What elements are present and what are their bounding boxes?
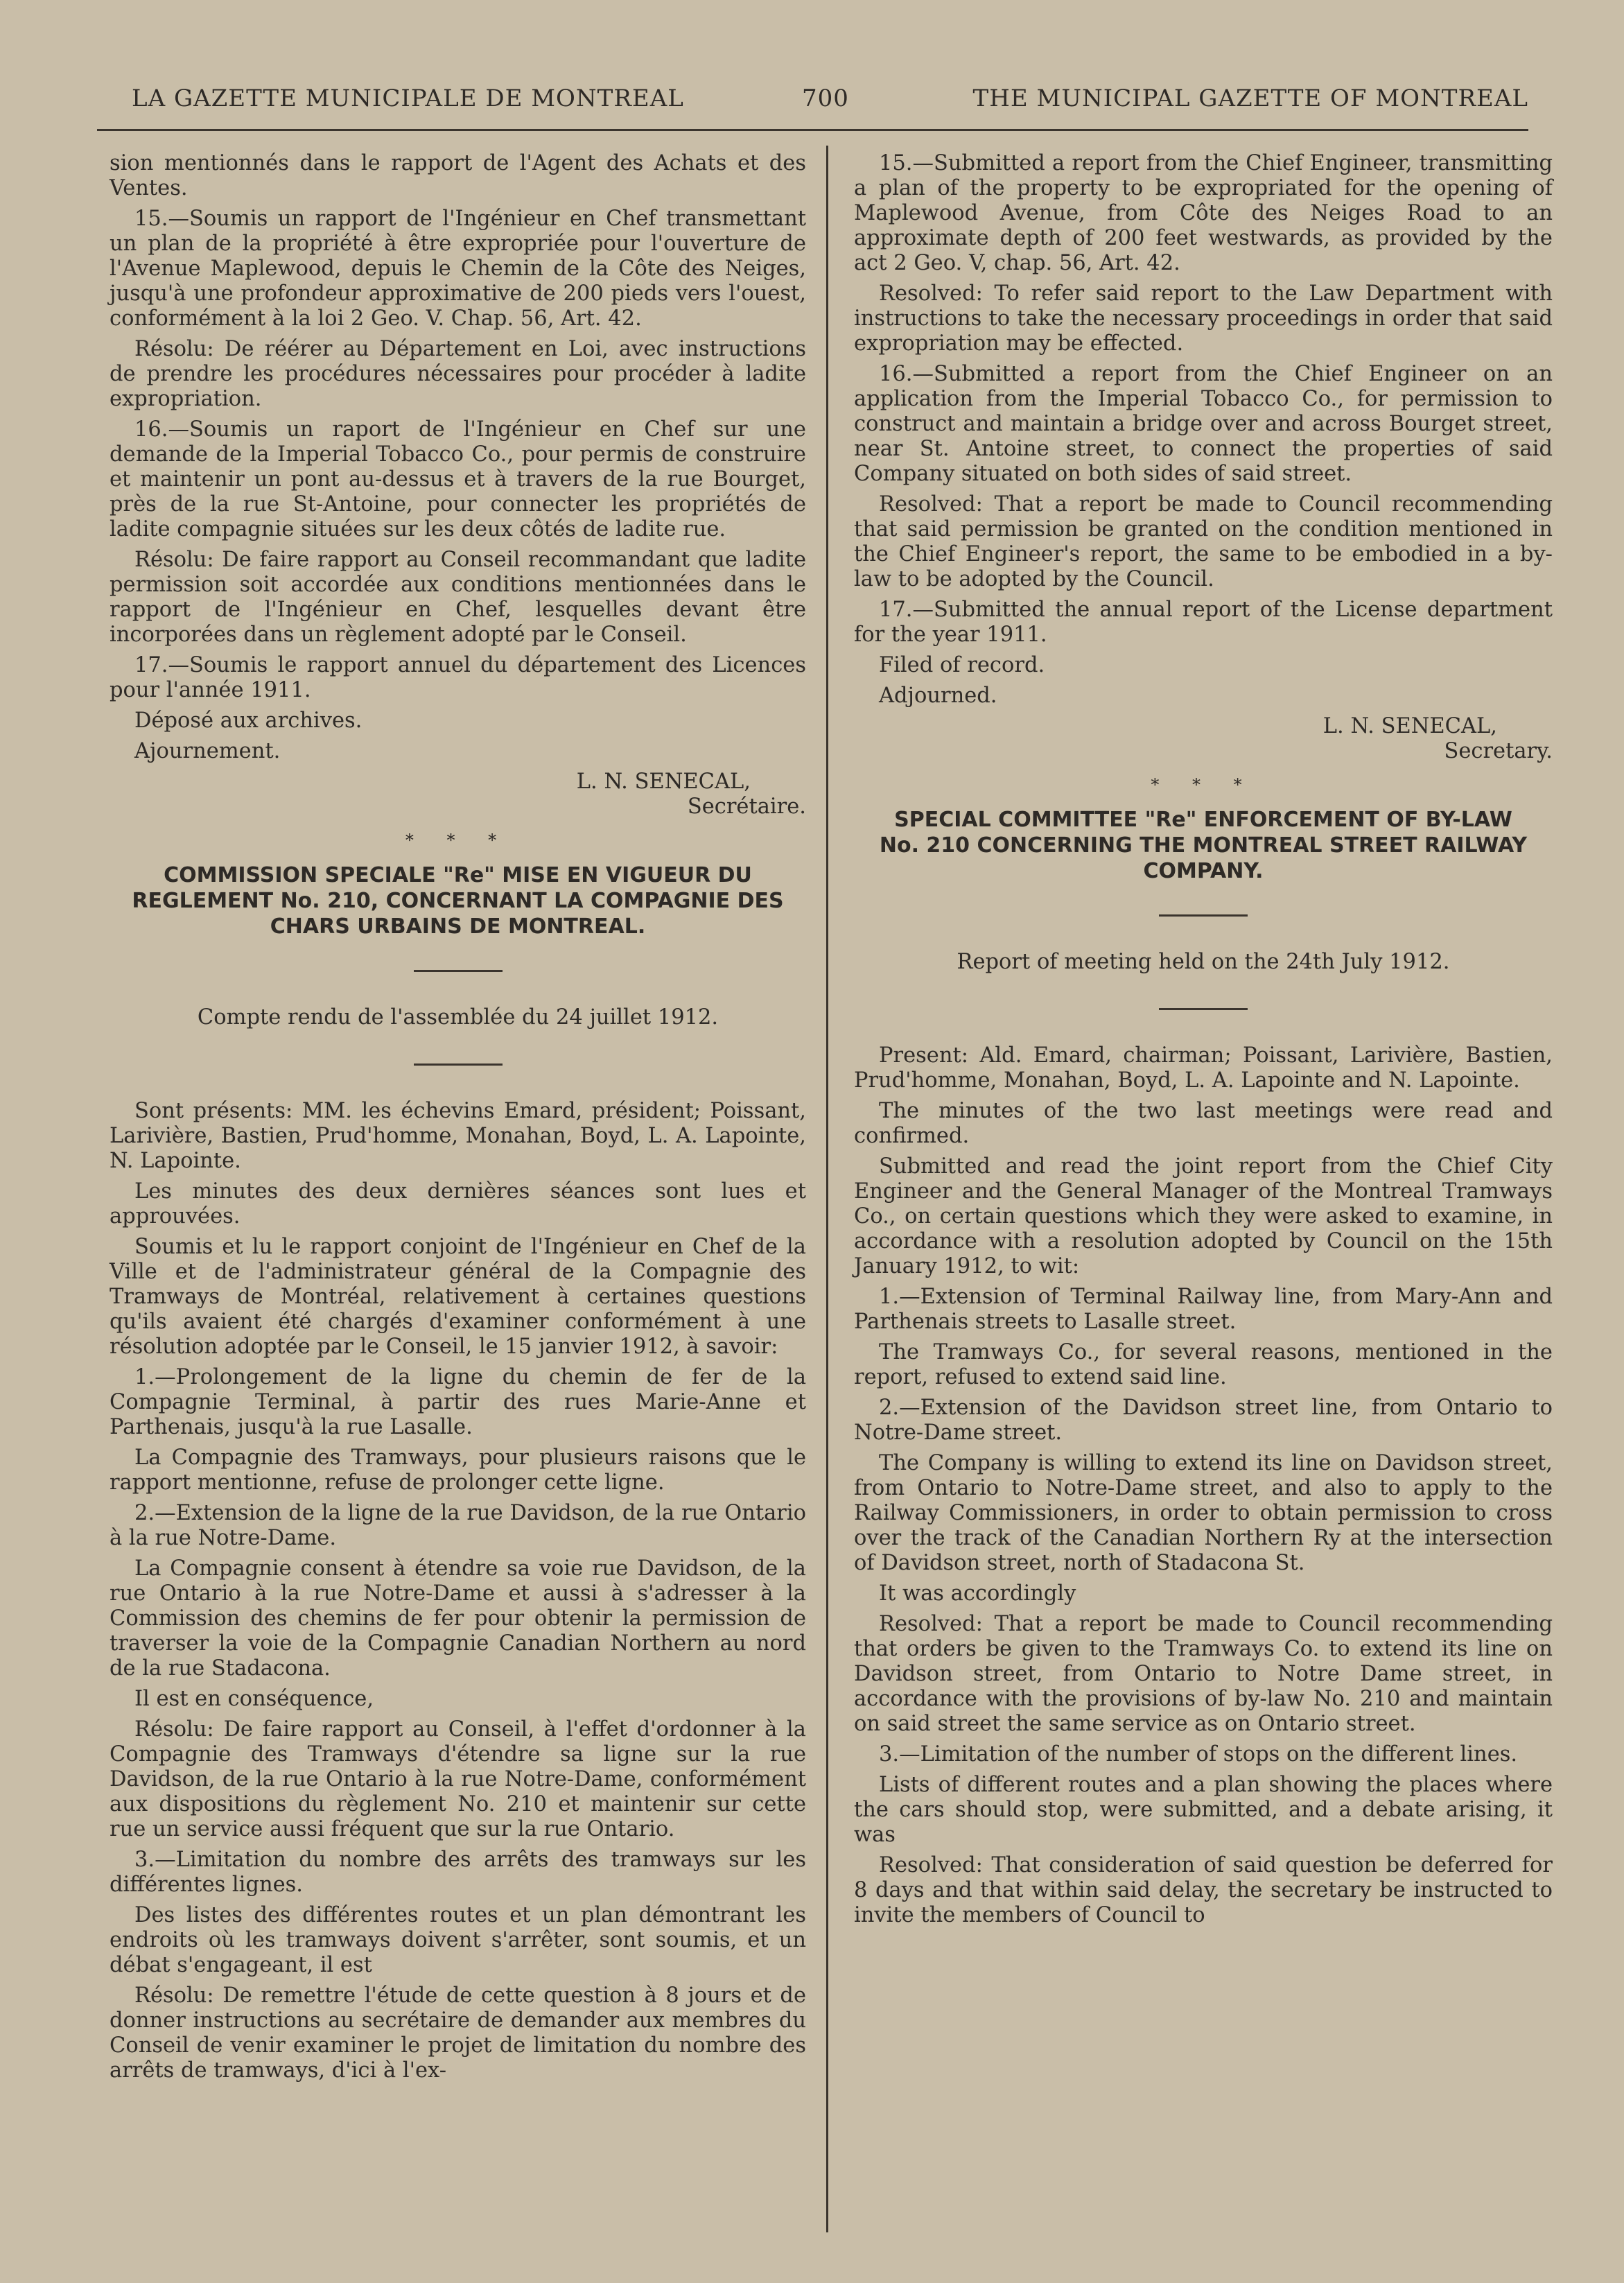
paragraph: 1.—Extension of Terminal Railway line, from Mary-Ann and Parthenais streets to Lasalle street. xyxy=(854,1285,1553,1334)
paragraph: 16.—Soumis un raport de l'Ingénieur en Chef sur une demande de la Imperial Tobacco Co., pour permis de construire et maintenir un pont au-dessus et à travers de la rue Bourget, près de la rue St-Antoine, pour connecter les propriétés de ladite compagnie situées sur les deux côtés de ladite rue. xyxy=(110,417,806,541)
report-date: Report of meeting held on the 24th July 1912. xyxy=(957,950,1450,974)
paragraph: 3.—Limitation du nombre des arrêts des tramways sur les différentes lignes. xyxy=(110,1848,806,1897)
paragraph: Ajournement. xyxy=(134,739,281,763)
paragraph: 15.—Submitted a report from the Chief Engineer, transmitting a plan of the property to be expropriated for the opening of Maplewood Avenue, from Côte des Neiges Road to an approximate depth of 200 feet westwards, as provided by the act 2 Geo. V, chap. 56, Art. 42. xyxy=(854,151,1553,275)
signature-block xyxy=(854,714,1553,764)
paragraph: 15.—Soumis un rapport de l'Ingénieur en Chef transmettant un plan de la propriété à être expropriée pour l'ouverture de l'Avenue Maplewood, depuis le Chemin de la Côte des Neiges, jusqu'à une profondeur approximative de 200 pieds vers l'ouest, conformément à la loi 2 Geo. V. Chap. 56, Art. 42. xyxy=(110,207,806,331)
paragraph: Résolu: De faire rapport au Conseil, à l'effet d'ordonner à la Compagnie des Tramways d'étendre sa ligne sur la rue Davidson, de la rue Ontario à la rue Notre-Dame, conformément aux dispositions du règlement No. 210 et maintenir sur cette rue un service aussi fréquent que sur la rue Ontario. xyxy=(110,1717,806,1841)
paragraph: 2.—Extension de la ligne de la rue Davidson, de la rue Ontario à la rue Notre-Dame. xyxy=(110,1501,806,1550)
section-heading: SPECIAL COMMITTEE "Re" ENFORCEMENT OF BY-LAW No. 210 CONCERNING THE MONTREAL STREET RAILWAY COMPANY. xyxy=(879,808,1528,883)
paragraph: Resolved: That consideration of said question be deferred for 8 days and that within said delay, the secretary be instructed to invite the members of Council to xyxy=(854,1853,1553,1927)
paragraph: Sont présents: MM. les échevins Emard, président; Poissant, Larivière, Bastien, Prud'homme, Monahan, Boyd, L. A. Lapointe, N. Lapointe. xyxy=(110,1099,806,1173)
short-rule xyxy=(414,970,503,972)
header-title-english: THE MUNICIPAL GAZETTE OF MONTREAL xyxy=(972,85,1528,112)
paragraph: Résolu: De réérer au Département en Loi, avec instructions de prendre les procédures nécessaires pour procéder à ladite expropriation. xyxy=(110,337,806,411)
paragraph: Present: Ald. Emard, chairman; Poissant, Larivière, Bastien, Prud'homme, Monahan, Boyd, L. A. Lapointe and N. Lapointe. xyxy=(854,1043,1553,1093)
header-rule xyxy=(97,129,1528,131)
short-rule xyxy=(1159,1008,1248,1010)
paragraph: Submitted and read the joint report from the Chief City Engineer and the General Manager of the Montreal Tramways Co., on certain questions which they were asked to examine, in accordance with a resolution adopted by Council on the 15th January 1912, to wit: xyxy=(854,1154,1553,1278)
signature-block xyxy=(110,770,806,819)
section-separator: * * * xyxy=(405,831,511,850)
paragraph: 1.—Prolongement de la ligne du chemin de fer de la Compagnie Terminal, à partir des rues Marie-Anne et Parthenais, jusqu'à la rue Lasalle. xyxy=(110,1365,806,1439)
paragraph: La Compagnie des Tramways, pour plusieurs raisons que le rapport mentionne, refuse de prolonger cette ligne. xyxy=(110,1446,806,1495)
paragraph: La Compagnie consent à étendre sa voie rue Davidson, de la rue Ontario à la rue Notre-Dame et aussi à s'adresser à la Commission des chemins de fer pour obtenir la permission de traverser la voie de la Compagnie Canadian Northern au nord de la rue Stadacona. xyxy=(110,1556,806,1681)
paragraph: Résolu: De faire rapport au Conseil recommandant que ladite permission soit accordée aux conditions mentionnées dans le rapport de l'Ingénieur en Chef, lesquelles devant être incorporées dans un règlement adopté par le Conseil. xyxy=(110,548,806,647)
paragraph: Les minutes des deux dernières séances sont lues et approuvées. xyxy=(110,1179,806,1229)
report-date: Compte rendu de l'assemblée du 24 juillet 1912. xyxy=(197,1005,719,1030)
paragraph: Resolved: That a report be made to Council recommending that said permission be granted on the condition mentioned in the Chief Engineer's report, the same to be embodied in a by-law to be adopted by the Council. xyxy=(854,492,1553,591)
paragraph: It was accordingly xyxy=(879,1581,1076,1606)
signature-name: L. N. SENECAL, xyxy=(1322,714,1497,738)
section-heading: COMMISSION SPECIALE "Re" MISE EN VIGUEUR DU REGLEMENT No. 210, CONCERNANT LA COMPAGNIE DES CHARS URBAINS DE MONTREAL. xyxy=(132,863,784,939)
paragraph: 3.—Limitation of the number of stops on the different lines. xyxy=(879,1742,1518,1766)
paragraph: 2.—Extension of the Davidson street line, from Ontario to Notre-Dame street. xyxy=(854,1396,1553,1445)
short-rule xyxy=(414,1064,503,1066)
section-separator: * * * xyxy=(1151,775,1256,795)
paragraph: Filed of record. xyxy=(879,653,1045,677)
paragraph: Il est en conséquence, xyxy=(134,1687,374,1711)
signature-title: Secrétaire. xyxy=(687,795,806,819)
french-column xyxy=(110,151,806,2089)
short-rule xyxy=(1159,914,1248,917)
column-divider xyxy=(826,146,828,2232)
signature-name: L. N. SENECAL, xyxy=(576,770,751,794)
paragraph: Soumis et lu le rapport conjoint de l'Ingénieur en Chef de la Ville et de l'administrateur général de la Compagnie des Tramways de Montréal, relativement à certaines questions qu'ils avaient été chargés d'examiner conformément à une résolution adoptée par le Conseil, le 15 janvier 1912, à savoir: xyxy=(110,1235,806,1359)
paragraph: The Tramways Co., for several reasons, mentioned in the report, refused to extend said line. xyxy=(854,1340,1553,1389)
paragraph: 16.—Submitted a report from the Chief Engineer on an application from the Imperial Tobacco Co., for permission to construct and maintain a bridge over and across Bourget street, near St. Antoine street, to connect the properties of said Company situated on both sides of said street. xyxy=(854,362,1553,486)
paragraph: Adjourned. xyxy=(879,684,997,708)
paragraph: Des listes des différentes routes et un plan démontrant les endroits où les tramways doivent s'arrêter, sont soumis, et un débat s'engageant, il est xyxy=(110,1903,806,1977)
page-header xyxy=(125,85,1528,126)
paragraph: The minutes of the two last meetings were read and confirmed. xyxy=(854,1099,1553,1148)
english-column xyxy=(854,151,1553,1934)
paragraph: The Company is willing to extend its line on Davidson street, from Ontario to Notre-Dame street, and also to apply to the Railway Commissioners, in order to obtain permission to cross over the track of the Canadian Northern Ry at the intersection of Davidson street, north of Stadacona St. xyxy=(854,1451,1553,1575)
paragraph: sion mentionnés dans le rapport de l'Agent des Achats et des Ventes. xyxy=(110,151,806,200)
paragraph: Résolu: De remettre l'étude de cette question à 8 jours et de donner instructions au secrétaire de demander aux membres du Conseil de venir examiner le projet de limitation du nombre des arrêts de tramways, d'ici à l'ex- xyxy=(110,1983,806,2083)
paragraph: Lists of different routes and a plan showing the places where the cars should stop, were submitted, and a debate arising, it was xyxy=(854,1773,1553,1847)
paragraph: 17.—Soumis le rapport annuel du département des Licences pour l'année 1911. xyxy=(110,653,806,702)
paragraph: Resolved: To refer said report to the Law Department with instructions to take the necessary proceedings in order that said expropriation may be effected. xyxy=(854,281,1553,356)
paragraph: Resolved: That a report be made to Council recommending that orders be given to the Tramways Co. to extend its line on Davidson street, from Ontario to Notre Dame street, in accordance with the provisions of by-law No. 210 and maintain on said street the same service as on Ontario street. xyxy=(854,1612,1553,1736)
paragraph: 17.—Submitted the annual report of the License department for the year 1911. xyxy=(854,598,1553,647)
signature-title: Secretary. xyxy=(1444,739,1553,763)
header-title-french: LA GAZETTE MUNICIPALE DE MONTREAL xyxy=(132,85,684,112)
paragraph: Déposé aux archives. xyxy=(134,709,363,733)
page-number: 700 xyxy=(802,85,849,112)
